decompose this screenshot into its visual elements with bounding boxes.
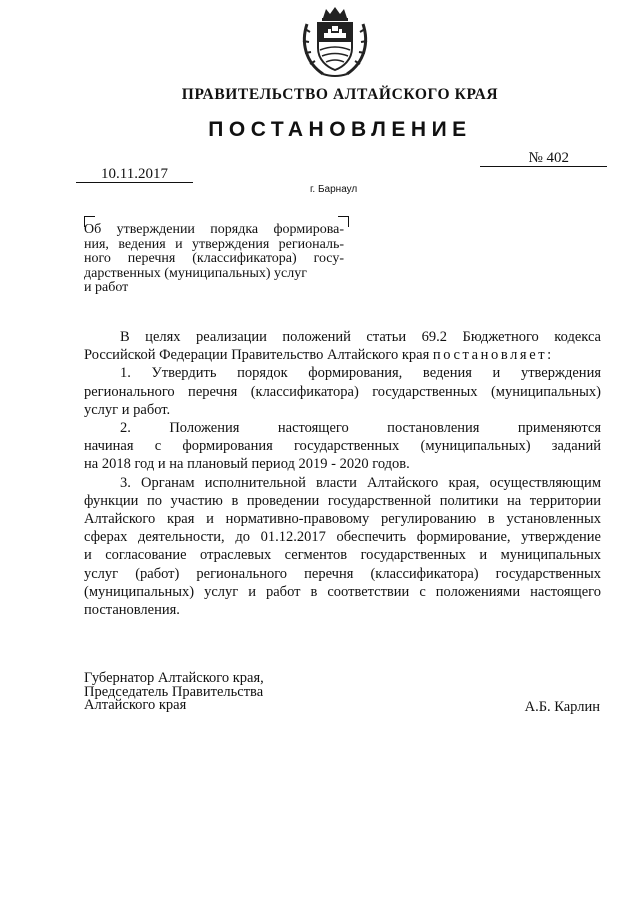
clause-2-line: 2. Положения настоящего постановления применяются — [120, 420, 601, 437]
document-subject — [84, 223, 344, 296]
clause-1-line: регионального перечня (классификатора) государственных (муниципальных) — [84, 383, 601, 400]
document-number-field — [480, 150, 607, 167]
document-number: № 402 — [528, 150, 569, 166]
signatory-position-line: Председатель Правительства — [84, 683, 264, 700]
preamble-line: В целях реализации положений статьи 69.2 Бюджетного кодекса — [120, 329, 601, 345]
coat-of-arms-icon — [299, 4, 371, 80]
clause-1-line: услуг и работ. — [84, 401, 171, 418]
organization-heading: ПРАВИТЕЛЬСТВО АЛТАЙСКОГО КРАЯ — [181, 86, 499, 103]
resolution-verb: постановляет: — [432, 347, 554, 364]
signatory-position-line: Губернатор Алтайского края, — [84, 670, 264, 686]
clause-3-line: услуг (работ) регионального перечня (классификатора) государственных — [84, 565, 601, 582]
clause-3-line: функции по участию в проведении государственной политики на территории — [84, 492, 601, 509]
subject-line: Об утверждении порядка формирова- — [84, 222, 344, 237]
subject-line: ного перечня (классификатора) госу- — [84, 251, 344, 266]
signatory-position-line: Алтайского края — [84, 697, 187, 714]
preamble-line — [84, 346, 601, 364]
clause-3-line: Алтайского края и нормативно-правовому регулированию в установленных — [84, 511, 601, 528]
city-label: г. Барнаул — [310, 184, 358, 195]
clause-3-line: (муниципальных) услуг и работ в соответствии с положениями настоящего — [84, 583, 601, 600]
signatory-name: А.Б. Карлин — [524, 699, 600, 715]
clause-3-line: 3. Органам исполнительной власти Алтайского края, осуществляющим — [120, 474, 601, 491]
subject-line: ния, ведения и утверждения региональ- — [84, 236, 344, 252]
preamble-text: Российской Федерации Правительство Алтайского края — [84, 347, 430, 364]
clause-2-line: на 2018 год и на плановый период 2019 - 2020 годов. — [84, 456, 410, 473]
subject-line: дарственных (муниципальных) услуг — [84, 265, 307, 281]
clause-2-line: начиная с формирования государственных (муниципальных) заданий — [84, 438, 601, 455]
document-type-heading: ПОСТАНОВЛЕНИЕ — [208, 118, 472, 141]
document-body — [84, 328, 601, 619]
clause-3-line: постановления. — [84, 602, 180, 619]
document-date-field — [76, 166, 193, 183]
subject-line: и работ — [84, 280, 129, 295]
signatory-position — [84, 672, 264, 713]
clause-3-line: и согласование отраслевых сегментов государственных и муниципальных — [84, 547, 601, 564]
document-date: 10.11.2017 — [101, 166, 168, 182]
clause-1-line: 1. Утвердить порядок формирования, ведения и утверждения — [120, 365, 601, 382]
clause-3-line: сферах деятельности, до 01.12.2017 обеспечить формирование, утверждение — [84, 529, 601, 546]
